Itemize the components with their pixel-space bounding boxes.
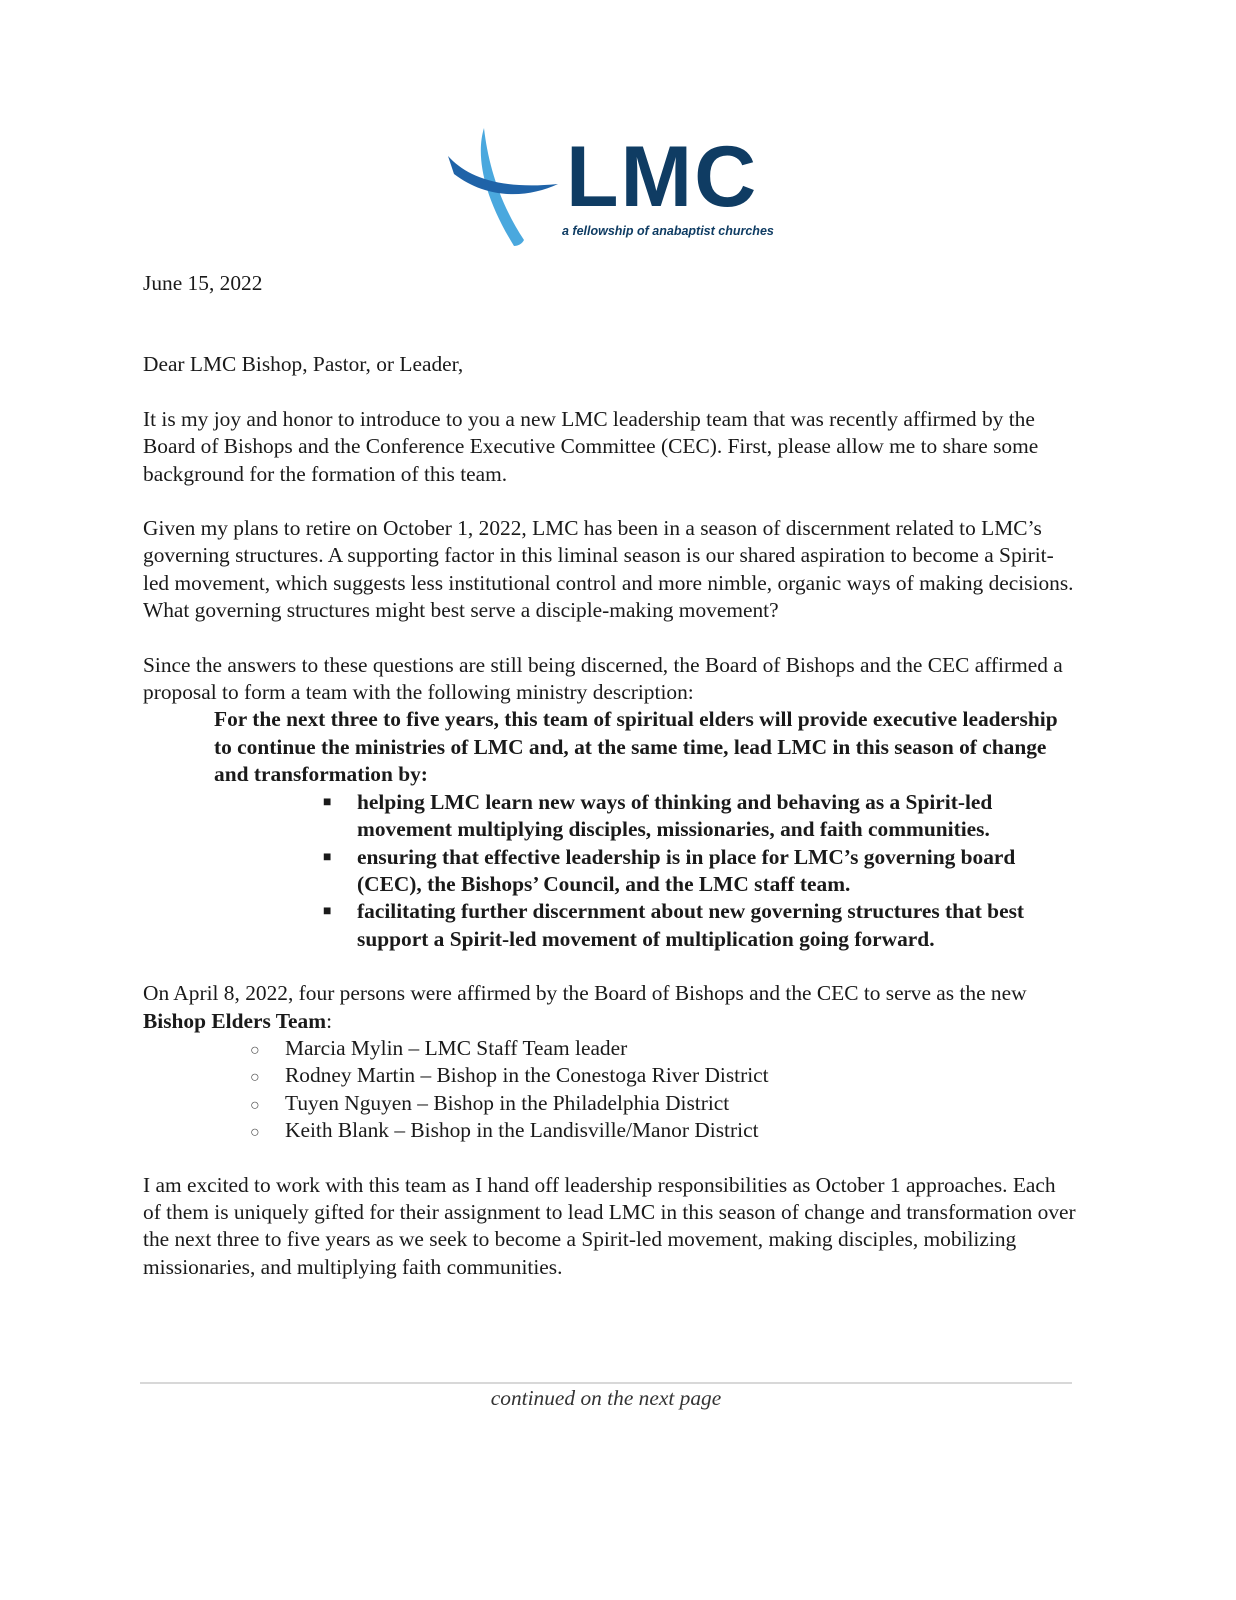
team-intro-text: On April 8, 2022, four persons were affirmed by the Board of Bishops and the CEC to serve as the new [143,981,1027,1006]
list-item [285,789,1078,844]
letter-body [143,270,1078,1308]
paragraph-intro: It is my joy and honor to introduce to you a new LMC leadership team that was recently affirmed by the Board of Bishops and the Conference Executive Committee (CEC). First, please allow me to share some background for the formation of this team. [143,406,1039,486]
circle-bullet-icon: ○ [250,1041,260,1059]
member-text: Keith Blank – Bishop in the Landisville/Manor District [285,1118,759,1143]
letter-date: June 15, 2022 [143,271,263,295]
logo-tagline: a fellowship of anabaptist churches [562,224,774,238]
paragraph-background: Given my plans to retire on October 1, 2022, LMC has been in a season of discernment related to LMC’s governing structures. A supporting factor in this liminal season is our shared aspiration to become a Spirit-led movement, which suggests less institutional control and more nimble, organic ways of making decisions. What governing structures might best serve a disciple-making movement? [143,516,1074,623]
square-bullet-icon: ■ [323,794,332,810]
list-item [250,1117,1078,1144]
list-item [285,898,1078,953]
cross-swoosh-icon [448,124,568,248]
team-member-list [250,1035,1078,1145]
square-bullet-icon: ■ [323,904,332,920]
team-name: Bishop Elders Team [143,1008,327,1033]
lmc-logo [448,124,774,248]
continued-note: continued on the next page [490,1386,722,1410]
member-text: Marcia Mylin – LMC Staff Team leader [285,1035,628,1060]
member-text: Tuyen Nguyen – Bishop in the Philadelphia District [285,1090,730,1115]
paragraph-closing: I am excited to work with this team as I hand off leadership responsibilities as October 1 approaches. Each of them is uniquely gifted for their assignment to lead LMC in this season of change and transformation over the next three to five years as we seek to become a Spirit-led movement, making disciples, mobilizing missionaries, and multiplying faith communities. [143,1172,1076,1279]
list-item [250,1035,1078,1062]
list-item [250,1062,1078,1089]
salutation: Dear LMC Bishop, Pastor, or Leader, [143,352,464,377]
circle-bullet-icon: ○ [250,1069,260,1087]
circle-bullet-icon: ○ [250,1096,260,1114]
member-text: Rodney Martin – Bishop in the Conestoga River District [285,1063,769,1088]
bullet-text: ensuring that effective leadership is in place for LMC’s governing board (CEC), the Bishops’ Council, and the LMC staff team. [357,844,1016,896]
logo-wordmark: LMC [566,129,759,225]
paragraph-team-intro [143,980,1078,1035]
footer-divider [140,1382,1072,1384]
square-bullet-icon: ■ [323,849,332,865]
circle-bullet-icon: ○ [250,1124,260,1142]
bullet-text: facilitating further discernment about new governing structures that best support a Spirit-led movement of multiplication going forward. [357,899,1025,951]
list-item [285,844,1078,899]
bullet-text: helping LMC learn new ways of thinking and behaving as a Spirit-led movement multiplying disciples, missionaries, and faith communities. [357,789,993,842]
ministry-description: For the next three to five years, this team of spiritual elders will provide executive leadership to continue the ministries of LMC and, at the same time, lead LMC in this season of change and transformation by: [214,707,1058,787]
ministry-bullet-list [285,789,1078,953]
paragraph-proposal: Since the answers to these questions are still being discerned, the Board of Bishops and the CEC affirmed a proposal to form a team with the following ministry description: [143,652,1063,705]
team-intro-colon: : [326,1008,333,1033]
list-item [250,1090,1078,1117]
